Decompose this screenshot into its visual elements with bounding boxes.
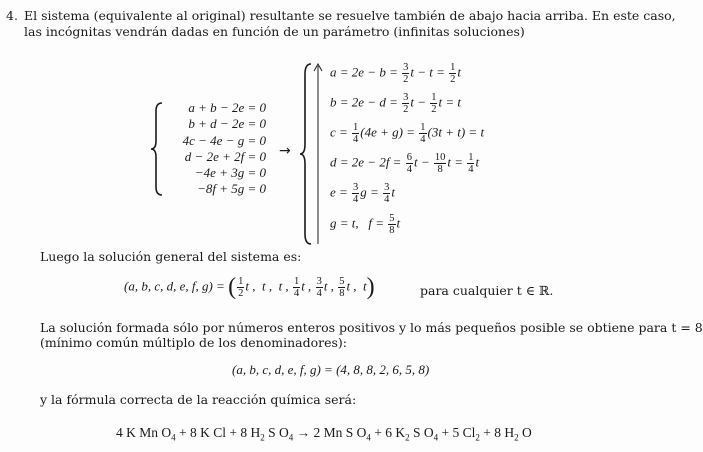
general-condition: para cualquier t ∈ ℝ. bbox=[420, 283, 554, 298]
general-solution-label: Luego la solución general del sistema es: bbox=[40, 249, 302, 264]
solution-g-f: g = t, f = $\frac{5}{8}$ t bbox=[330, 213, 401, 236]
integer-text-line-1: La solución formada sólo por números enteros positivos y lo más pequeños posible se obtiene para t = 8 bbox=[40, 320, 703, 335]
equation-1: a + b − 2e = 0 bbox=[188, 100, 266, 115]
solution-e: e = $\frac{3}{4}$ g = $\frac{3}{4}$ t bbox=[330, 182, 395, 205]
general-solution: (a, b, c, d, e, f, g) = ( $\frac{1}{2}$ t , t , t , $\frac{1}{4}$ t , $\frac{3}{4}$ t , $\frac{5}{8}$ t , t) bbox=[124, 274, 375, 300]
chemical-reaction: 4 K Mn $O_4 + 8$ K Cl + 8 $H_2$ S $O_4 \to 2$ Mn S $O_4 + 6$ $K_2$ S $O_4 + 5$ $Cl_2 + 8$ $H_2$ O bbox=[116, 425, 532, 443]
equation-3: 4c − 4e − g = 0 bbox=[182, 132, 266, 148]
solution-b: b = 2e − d = $\frac{3}{2}$ t − $\frac{1}{2}$ t = t bbox=[330, 92, 461, 115]
reaction-label: y la fórmula correcta de la reacción química será: bbox=[40, 392, 357, 407]
solution-d: d = 2e − 2f = $\frac{6}{4}$ t − $\frac{10}{8}$ t = $\frac{1}{4}$ t bbox=[330, 152, 480, 175]
equation-6: −8f + 5g = 0 bbox=[197, 181, 266, 197]
equation-system bbox=[160, 100, 266, 198]
equation-4: d − 2e + 2f = 0 bbox=[184, 148, 266, 164]
integer-text-line-2: (mínimo común múltiplo de los denominadores): bbox=[40, 335, 348, 350]
equation-5: −4e + 3g = 0 bbox=[194, 165, 266, 181]
right-brace bbox=[299, 62, 313, 246]
upward-arrow-icon bbox=[313, 62, 325, 246]
solution-a: a = 2e − b = $\frac{3}{2}$ t − t = $\frac{1}{2}$ t bbox=[330, 62, 461, 85]
equation-2: b + d − 2e = 0 bbox=[188, 116, 266, 132]
implies-arrow: → bbox=[279, 143, 291, 159]
item-number: 4. bbox=[6, 8, 18, 23]
solution-c: c = $\frac{1}{4}$ (4e + g) = $\frac{1}{4}$ (3t + t) = t bbox=[330, 122, 485, 145]
intro-line-1: El sistema (equivalente al original) resultante se resuelve también de abajo hacia arriba. En este caso, bbox=[24, 8, 676, 23]
integer-solution: (a, b, c, d, e, f, g) = (4, 8, 8, 2, 6, 5, 8) bbox=[232, 362, 430, 377]
intro-line-2: las incógnitas vendrán dadas en función de un parámetro (infinitas soluciones) bbox=[24, 24, 525, 39]
